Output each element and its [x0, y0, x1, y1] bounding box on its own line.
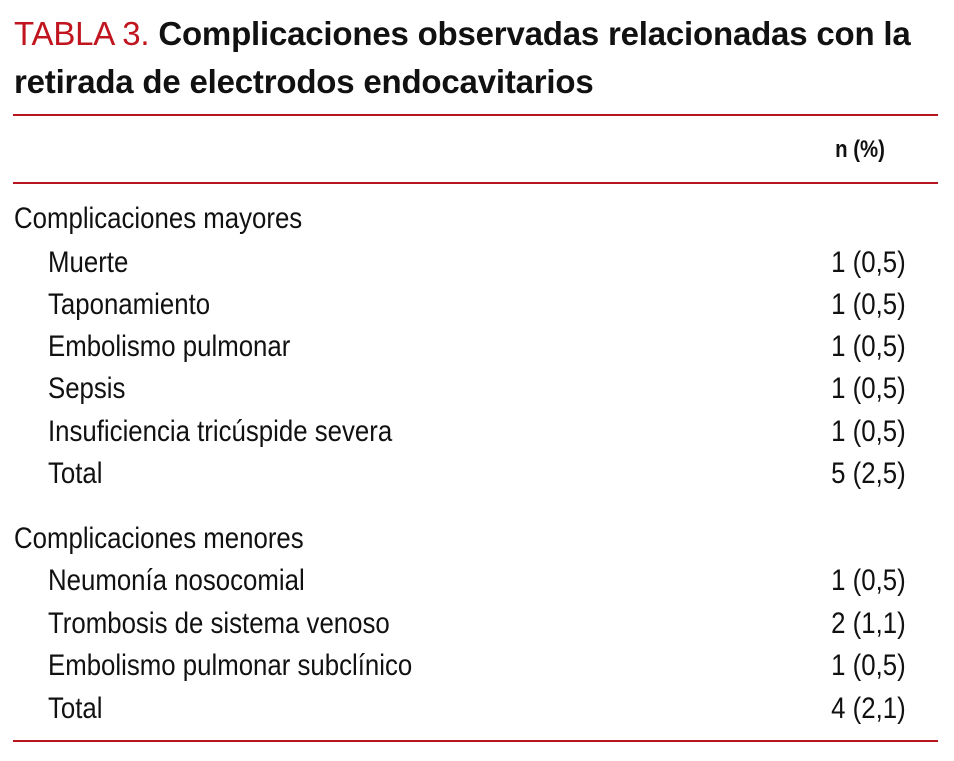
row-label: Total	[48, 692, 103, 725]
table-number-label: TABLA 3.	[14, 15, 150, 52]
table-row	[0, 242, 954, 284]
section-heading-minor: Complicaciones menores	[14, 522, 304, 555]
row-value: 1 (0,5)	[831, 330, 906, 363]
table-row	[0, 603, 954, 645]
row-value: 1 (0,5)	[831, 372, 906, 405]
table-row-total	[0, 688, 954, 730]
section-heading-major: Complicaciones mayores	[14, 202, 303, 235]
row-value: 1 (0,5)	[831, 288, 906, 321]
row-value: 2 (1,1)	[831, 607, 906, 640]
row-label: Trombosis de sistema venoso	[48, 607, 390, 640]
row-value: 5 (2,5)	[831, 457, 906, 490]
table-row	[0, 411, 954, 453]
table-row	[0, 326, 954, 368]
row-label: Sepsis	[48, 372, 126, 405]
bottom-rule	[13, 740, 938, 742]
row-value: 1 (0,5)	[831, 246, 906, 279]
row-label: Neumonía nosocomial	[48, 564, 305, 597]
top-rule	[13, 114, 938, 116]
table-title-text: Complicaciones observadas relacionadas con la retirada de electrodos endocavitarios	[14, 15, 911, 100]
table-row	[0, 284, 954, 326]
table-row	[0, 368, 954, 410]
column-header-n-percent: n (%)	[835, 136, 885, 163]
row-value: 1 (0,5)	[831, 564, 906, 597]
row-label: Total	[48, 457, 103, 490]
header-rule	[13, 182, 938, 184]
row-value: 1 (0,5)	[831, 415, 906, 448]
row-label: Insuficiencia tricúspide severa	[48, 415, 393, 448]
row-value: 4 (2,1)	[831, 692, 906, 725]
row-value: 1 (0,5)	[831, 649, 906, 682]
row-label: Embolismo pulmonar subclínico	[48, 649, 413, 682]
table-row	[0, 560, 954, 602]
row-label: Taponamiento	[48, 288, 211, 321]
table-title	[14, 10, 944, 106]
table-row	[0, 645, 954, 687]
row-label: Muerte	[48, 246, 129, 279]
table-row-total	[0, 453, 954, 495]
row-label: Embolismo pulmonar	[48, 330, 291, 363]
